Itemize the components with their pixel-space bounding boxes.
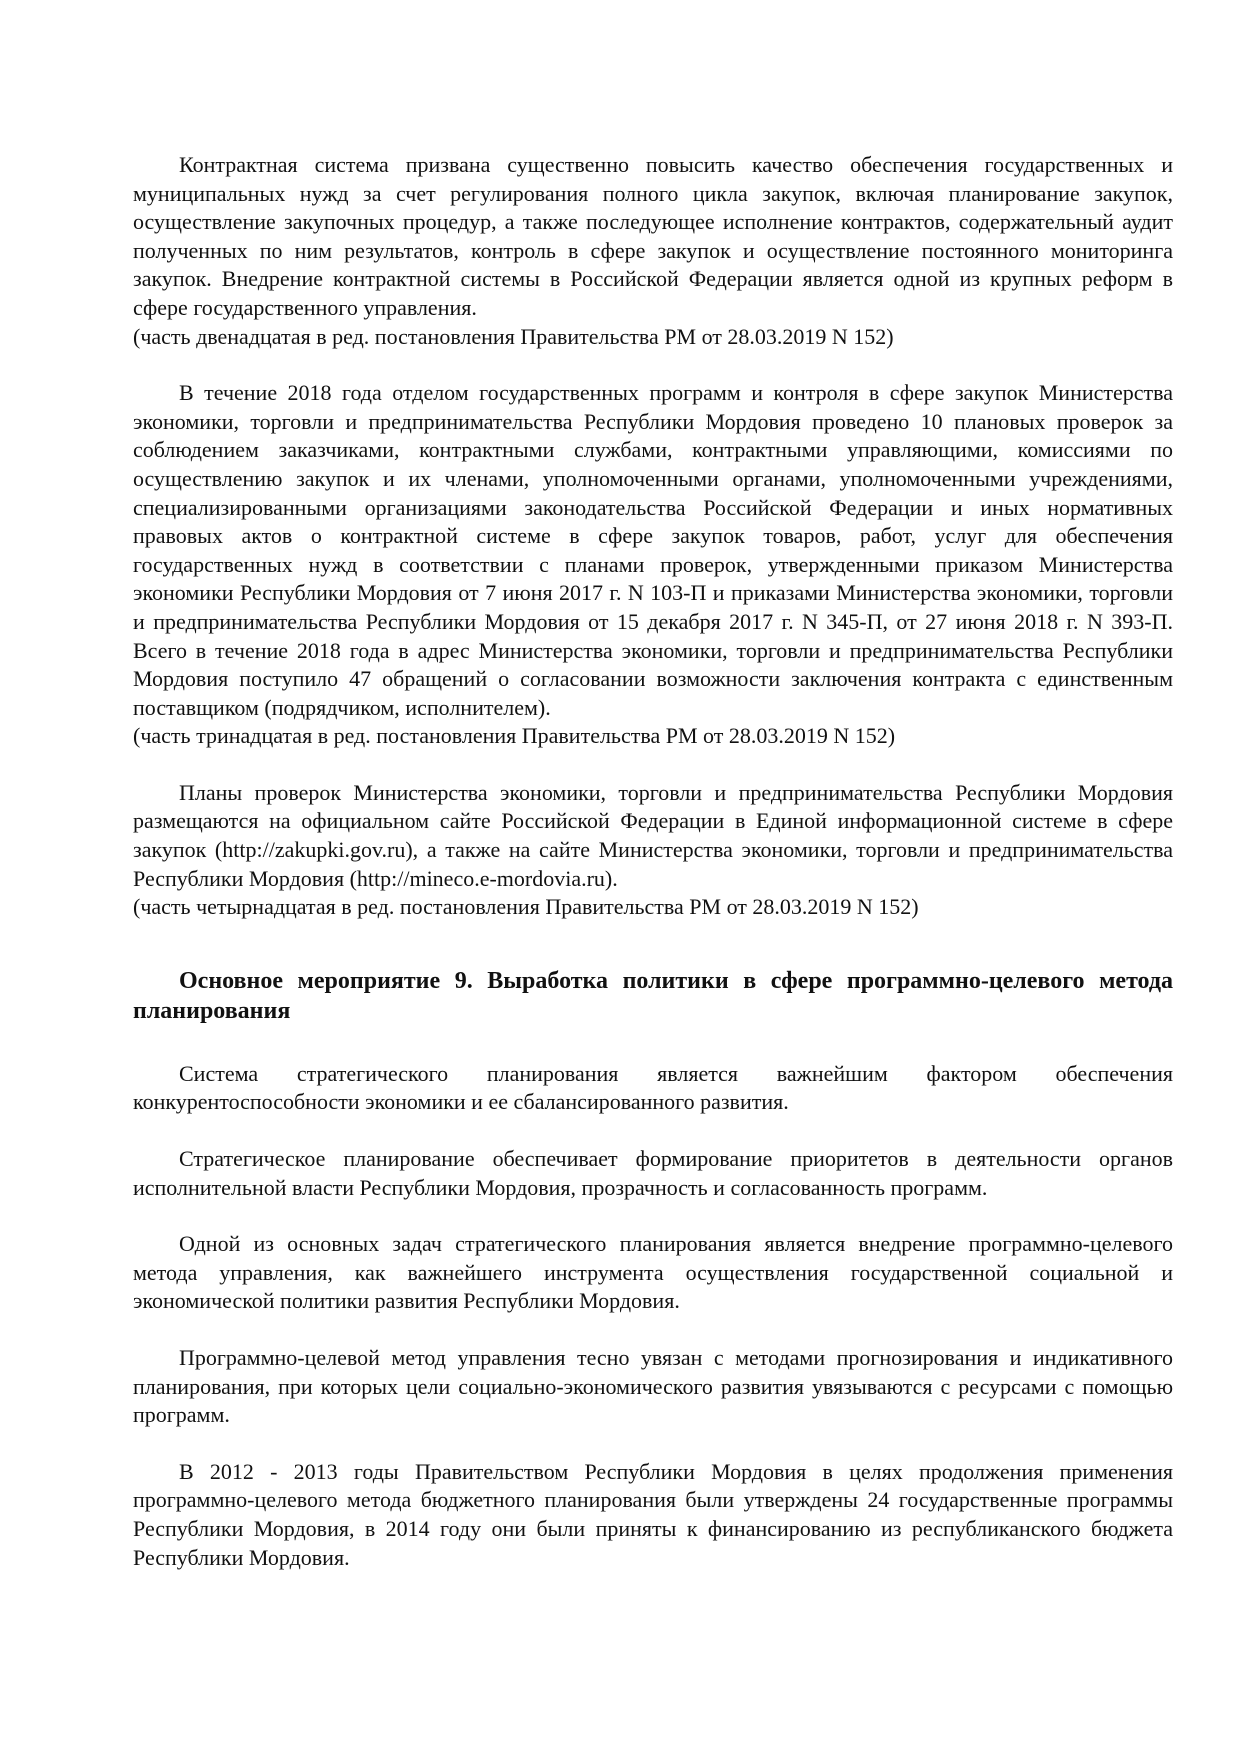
- amendment-note-13: (часть тринадцатая в ред. постановления Правительства РМ от 28.03.2019 N 152): [133, 723, 896, 749]
- paragraph-contract-system: Контрактная система призвана существенно повысить качество обеспечения государственных и муниципальных нужд за счет регулирования полного цикла закупок, включая планирование закупок, осуществление закупочных процедур, а также последующее исполнение контрактов, содержательный аудит полученных по ним результатов, контроль в сфере закупок и осуществление постоянного мониторинга закупок. Внедрение контрактной системы в Российской Федерации является одной из крупных реформ в сфере государственного управления.: [133, 152, 1173, 320]
- paragraph-program-target-method: Одной из основных задач стратегического планирования является внедрение программно-целевого метода управления, как важнейшего инструмента осуществления государственной социальной и экономической политики развития Республики Мордовия.: [133, 1231, 1173, 1314]
- paragraph-strategic-planning-priorities: Стратегическое планирование обеспечивает формирование приоритетов в деятельности органов исполнительной власти Республики Мордовия, прозрачность и согласованность программ.: [133, 1146, 1173, 1200]
- paragraph-inspection-plans: Планы проверок Министерства экономики, торговли и предпринимательства Республики Мордовия размещаются на официальном сайте Российской Федерации в Единой информационной системе в сфере закупок (http://zakupki.gov.ru), а также на сайте Министерства экономики, торговли и предпринимательства Республики Мордовия (http://mineco.e-mordovia.ru).: [133, 779, 1173, 891]
- paragraph-forecasting-methods: Программно-целевой метод управления тесно увязан с методами прогнозирования и индикативного планирования, при которых цели социально-экономического развития увязываются с ресурсами с помощью программ.: [133, 1345, 1173, 1428]
- amendment-note-12: (часть двенадцатая в ред. постановления Правительства РМ от 28.03.2019 N 152): [133, 323, 894, 349]
- paragraph-state-programs: В 2012 - 2013 годы Правительством Республики Мордовия в целях продолжения применения программно-целевого метода бюджетного планирования были утверждены 24 государственные программы Республики Мордовия, в 2014 году они были приняты к финансированию из республиканского бюджета Республики Мордовия.: [133, 1458, 1173, 1570]
- paragraph-inspections-2018: В течение 2018 года отделом государственных программ и контроля в сфере закупок Министерства экономики, торговли и предпринимательства Республики Мордовия проведено 10 плановых проверок за соблюдением заказчиками, контрактными службами, контрактными управляющими, комиссиями по осуществлению закупок и их членами, уполномоченными органами, уполномоченными учреждениями, специализированными организациями законодательства Российской Федерации и иных нормативных правовых актов о контрактной системе в сфере закупок товаров, работ, услуг для обеспечения государственных нужд в соответствии с планами проверок, утвержденными приказом Министерства экономики Республики Мордовия от 7 июня 2017 г. N 103-П и приказами Министерства экономики, торговли и предпринимательства Республики Мордовия от 15 декабря 2017 г. N 345-П, от 27 июня 2018 г. N 393-П. Всего в течение 2018 года в адрес Министерства экономики, торговли и предпринимательства Республики Мордовия поступило 47 обращений о согласовании возможности заключения контракта с единственным поставщиком (подрядчиком, исполнителем).: [133, 380, 1173, 720]
- amendment-note-14: (часть четырнадцатая в ред. постановления Правительства РМ от 28.03.2019 N 152): [133, 894, 919, 920]
- paragraph-strategic-planning-system: Система стратегического планирования является важнейшим фактором обеспечения конкурентоспособности экономики и ее сбалансированного развития.: [133, 1060, 1173, 1115]
- section-heading: Основное мероприятие 9. Выработка политики в сфере программно-целевого метода планирования: [133, 967, 1173, 1024]
- document-page: [133, 151, 1173, 1572]
